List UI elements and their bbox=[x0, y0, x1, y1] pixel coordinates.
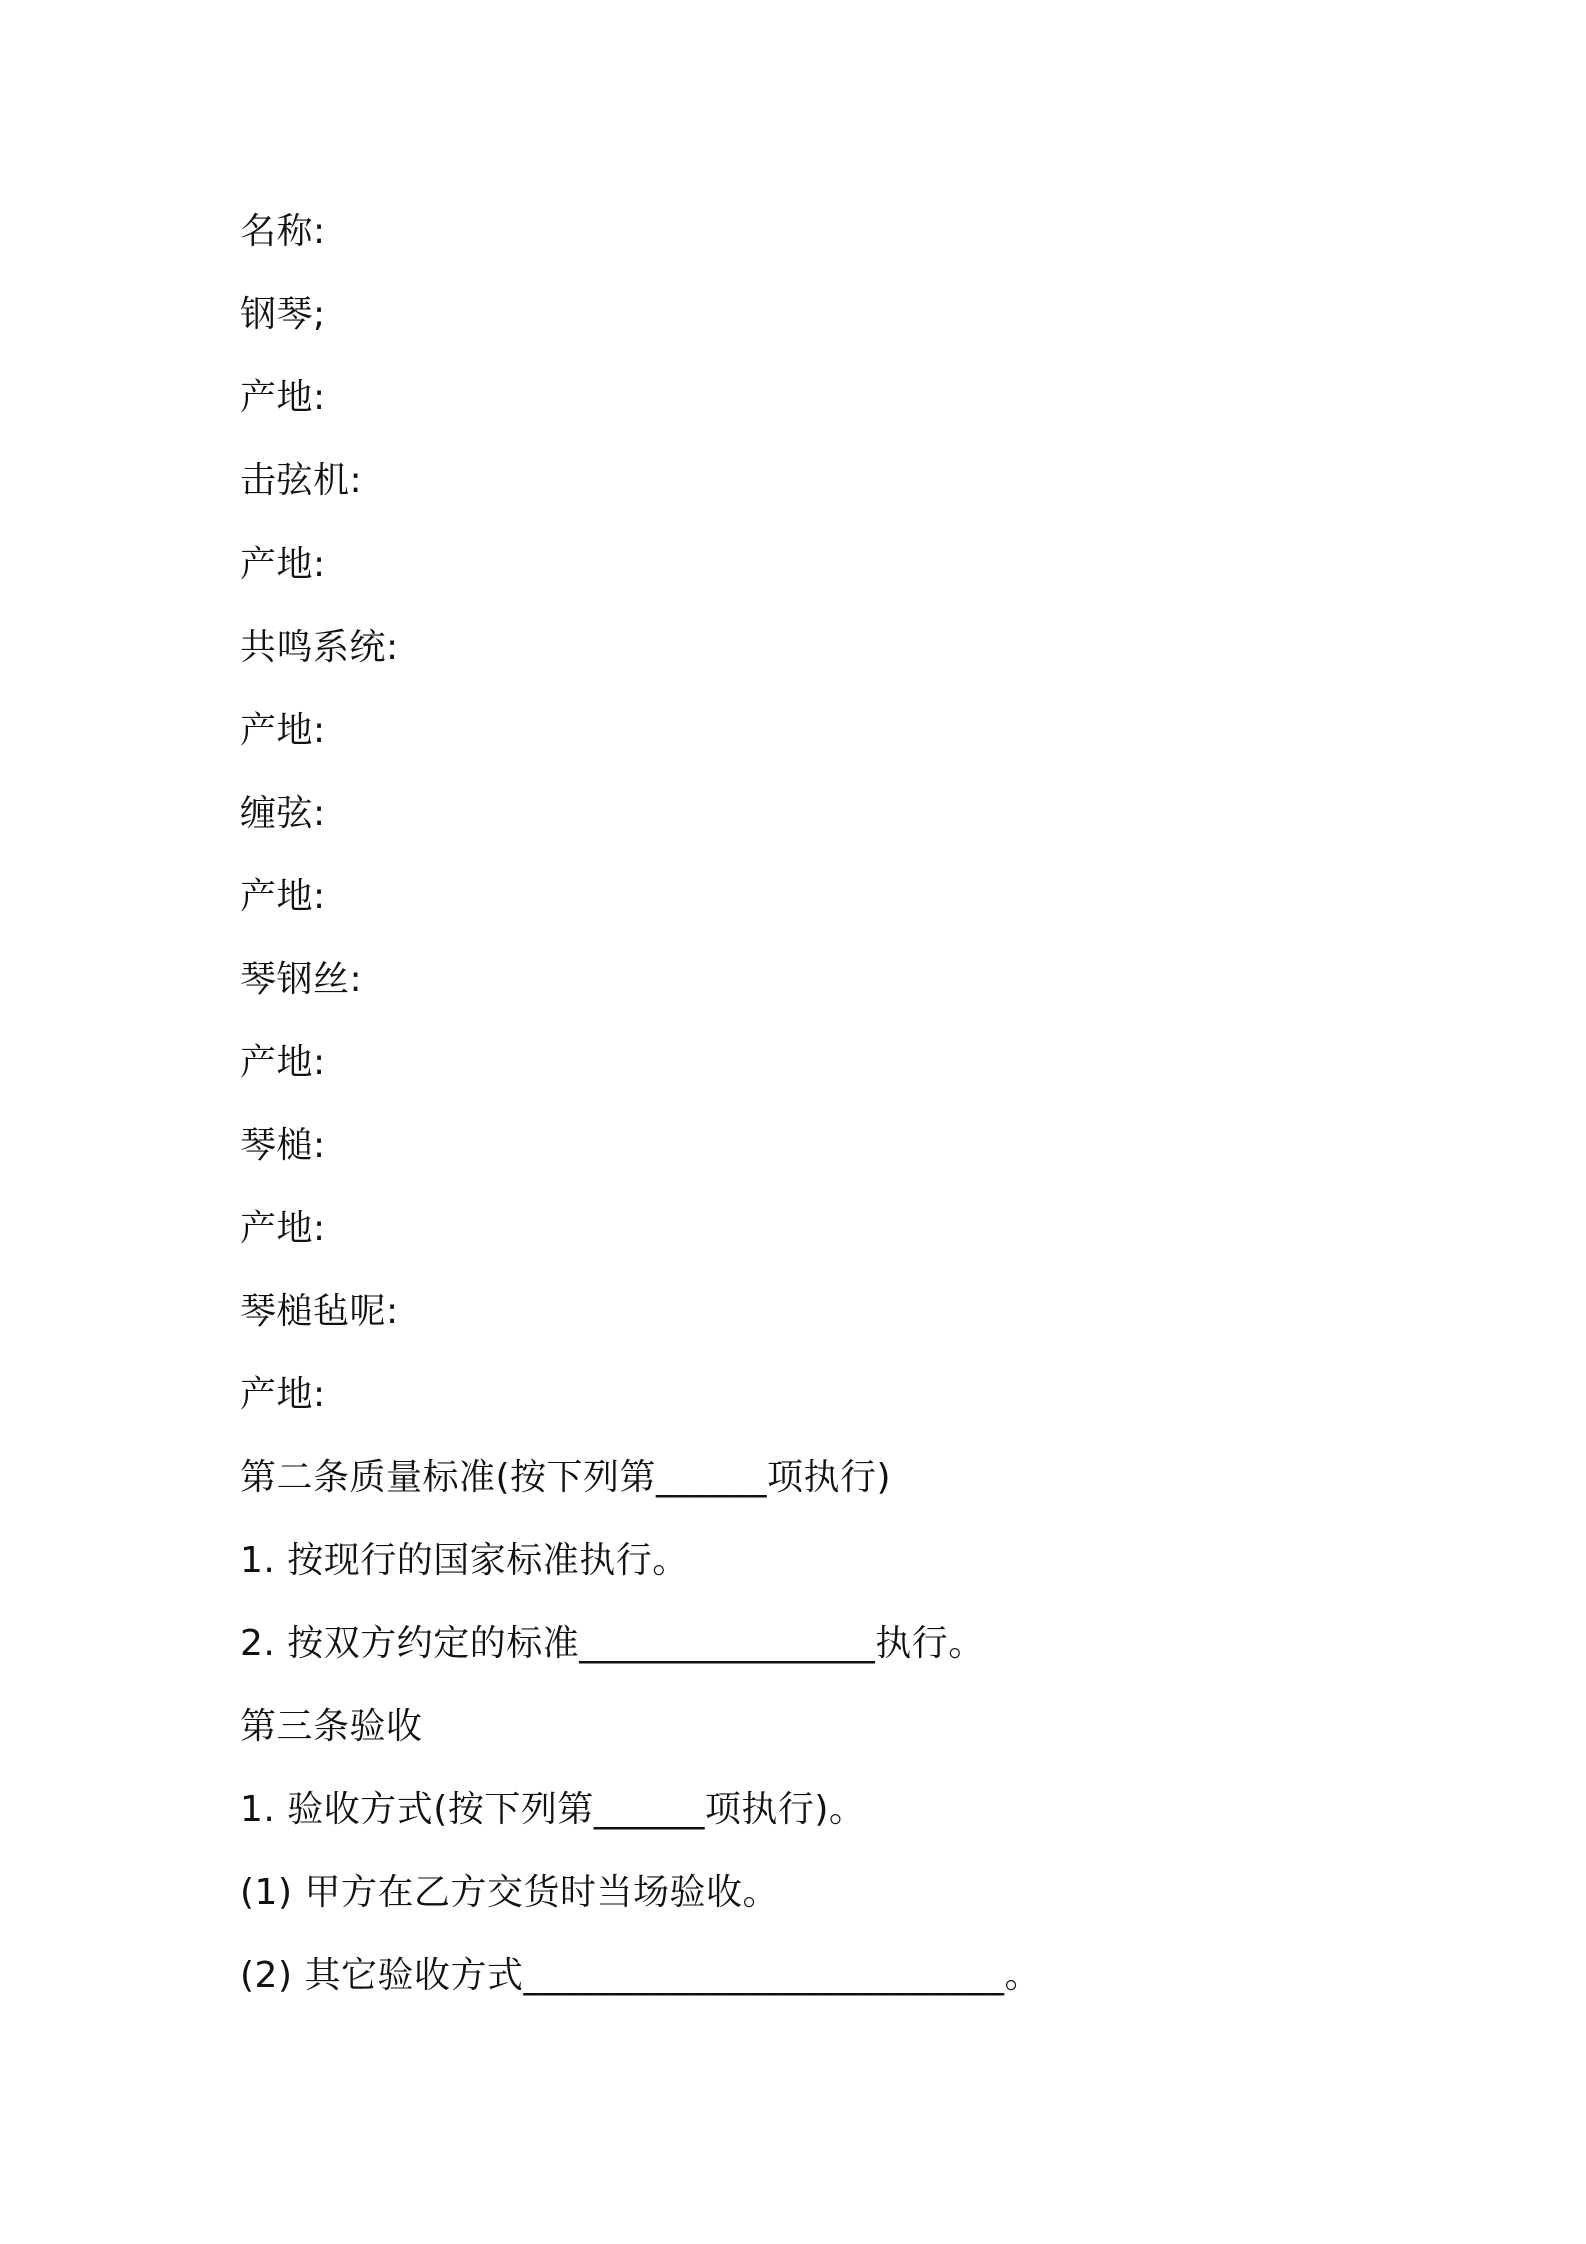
field-hammer-felt-label: 琴槌毡呢: bbox=[240, 1291, 399, 1332]
field-resonance-system-label: 共鸣系统: bbox=[240, 627, 399, 668]
field-piano-label: 钢琴; bbox=[240, 294, 326, 335]
field-origin-label: 产地: bbox=[240, 1374, 326, 1415]
article-3-subitem-2: (2) 其它验收方式__________________________。 bbox=[240, 1955, 1041, 1996]
article-3-heading: 第三条验收 bbox=[240, 1706, 423, 1747]
field-origin-label: 产地: bbox=[240, 1208, 326, 1249]
article-2-item-2: 2. 按双方约定的标准________________执行。 bbox=[240, 1623, 985, 1664]
field-hammer-label: 琴槌: bbox=[240, 1125, 326, 1166]
field-name-label: 名称: bbox=[240, 211, 326, 252]
article-2-heading: 第二条质量标准(按下列第______项执行) bbox=[240, 1457, 892, 1498]
field-origin-label: 产地: bbox=[240, 377, 326, 418]
field-origin-label: 产地: bbox=[240, 544, 326, 585]
field-origin-label: 产地: bbox=[240, 710, 326, 751]
field-wound-string-label: 缠弦: bbox=[240, 793, 326, 834]
field-action-label: 击弦机: bbox=[240, 460, 363, 501]
field-origin-label: 产地: bbox=[240, 876, 326, 917]
article-3-subitem-1: (1) 甲方在乙方交货时当场验收。 bbox=[240, 1872, 779, 1913]
field-origin-label: 产地: bbox=[240, 1042, 326, 1083]
article-2-item-1: 1. 按现行的国家标准执行。 bbox=[240, 1540, 689, 1581]
field-piano-wire-label: 琴钢丝: bbox=[240, 959, 363, 1000]
article-3-item-1: 1. 验收方式(按下列第______项执行)。 bbox=[240, 1789, 866, 1830]
